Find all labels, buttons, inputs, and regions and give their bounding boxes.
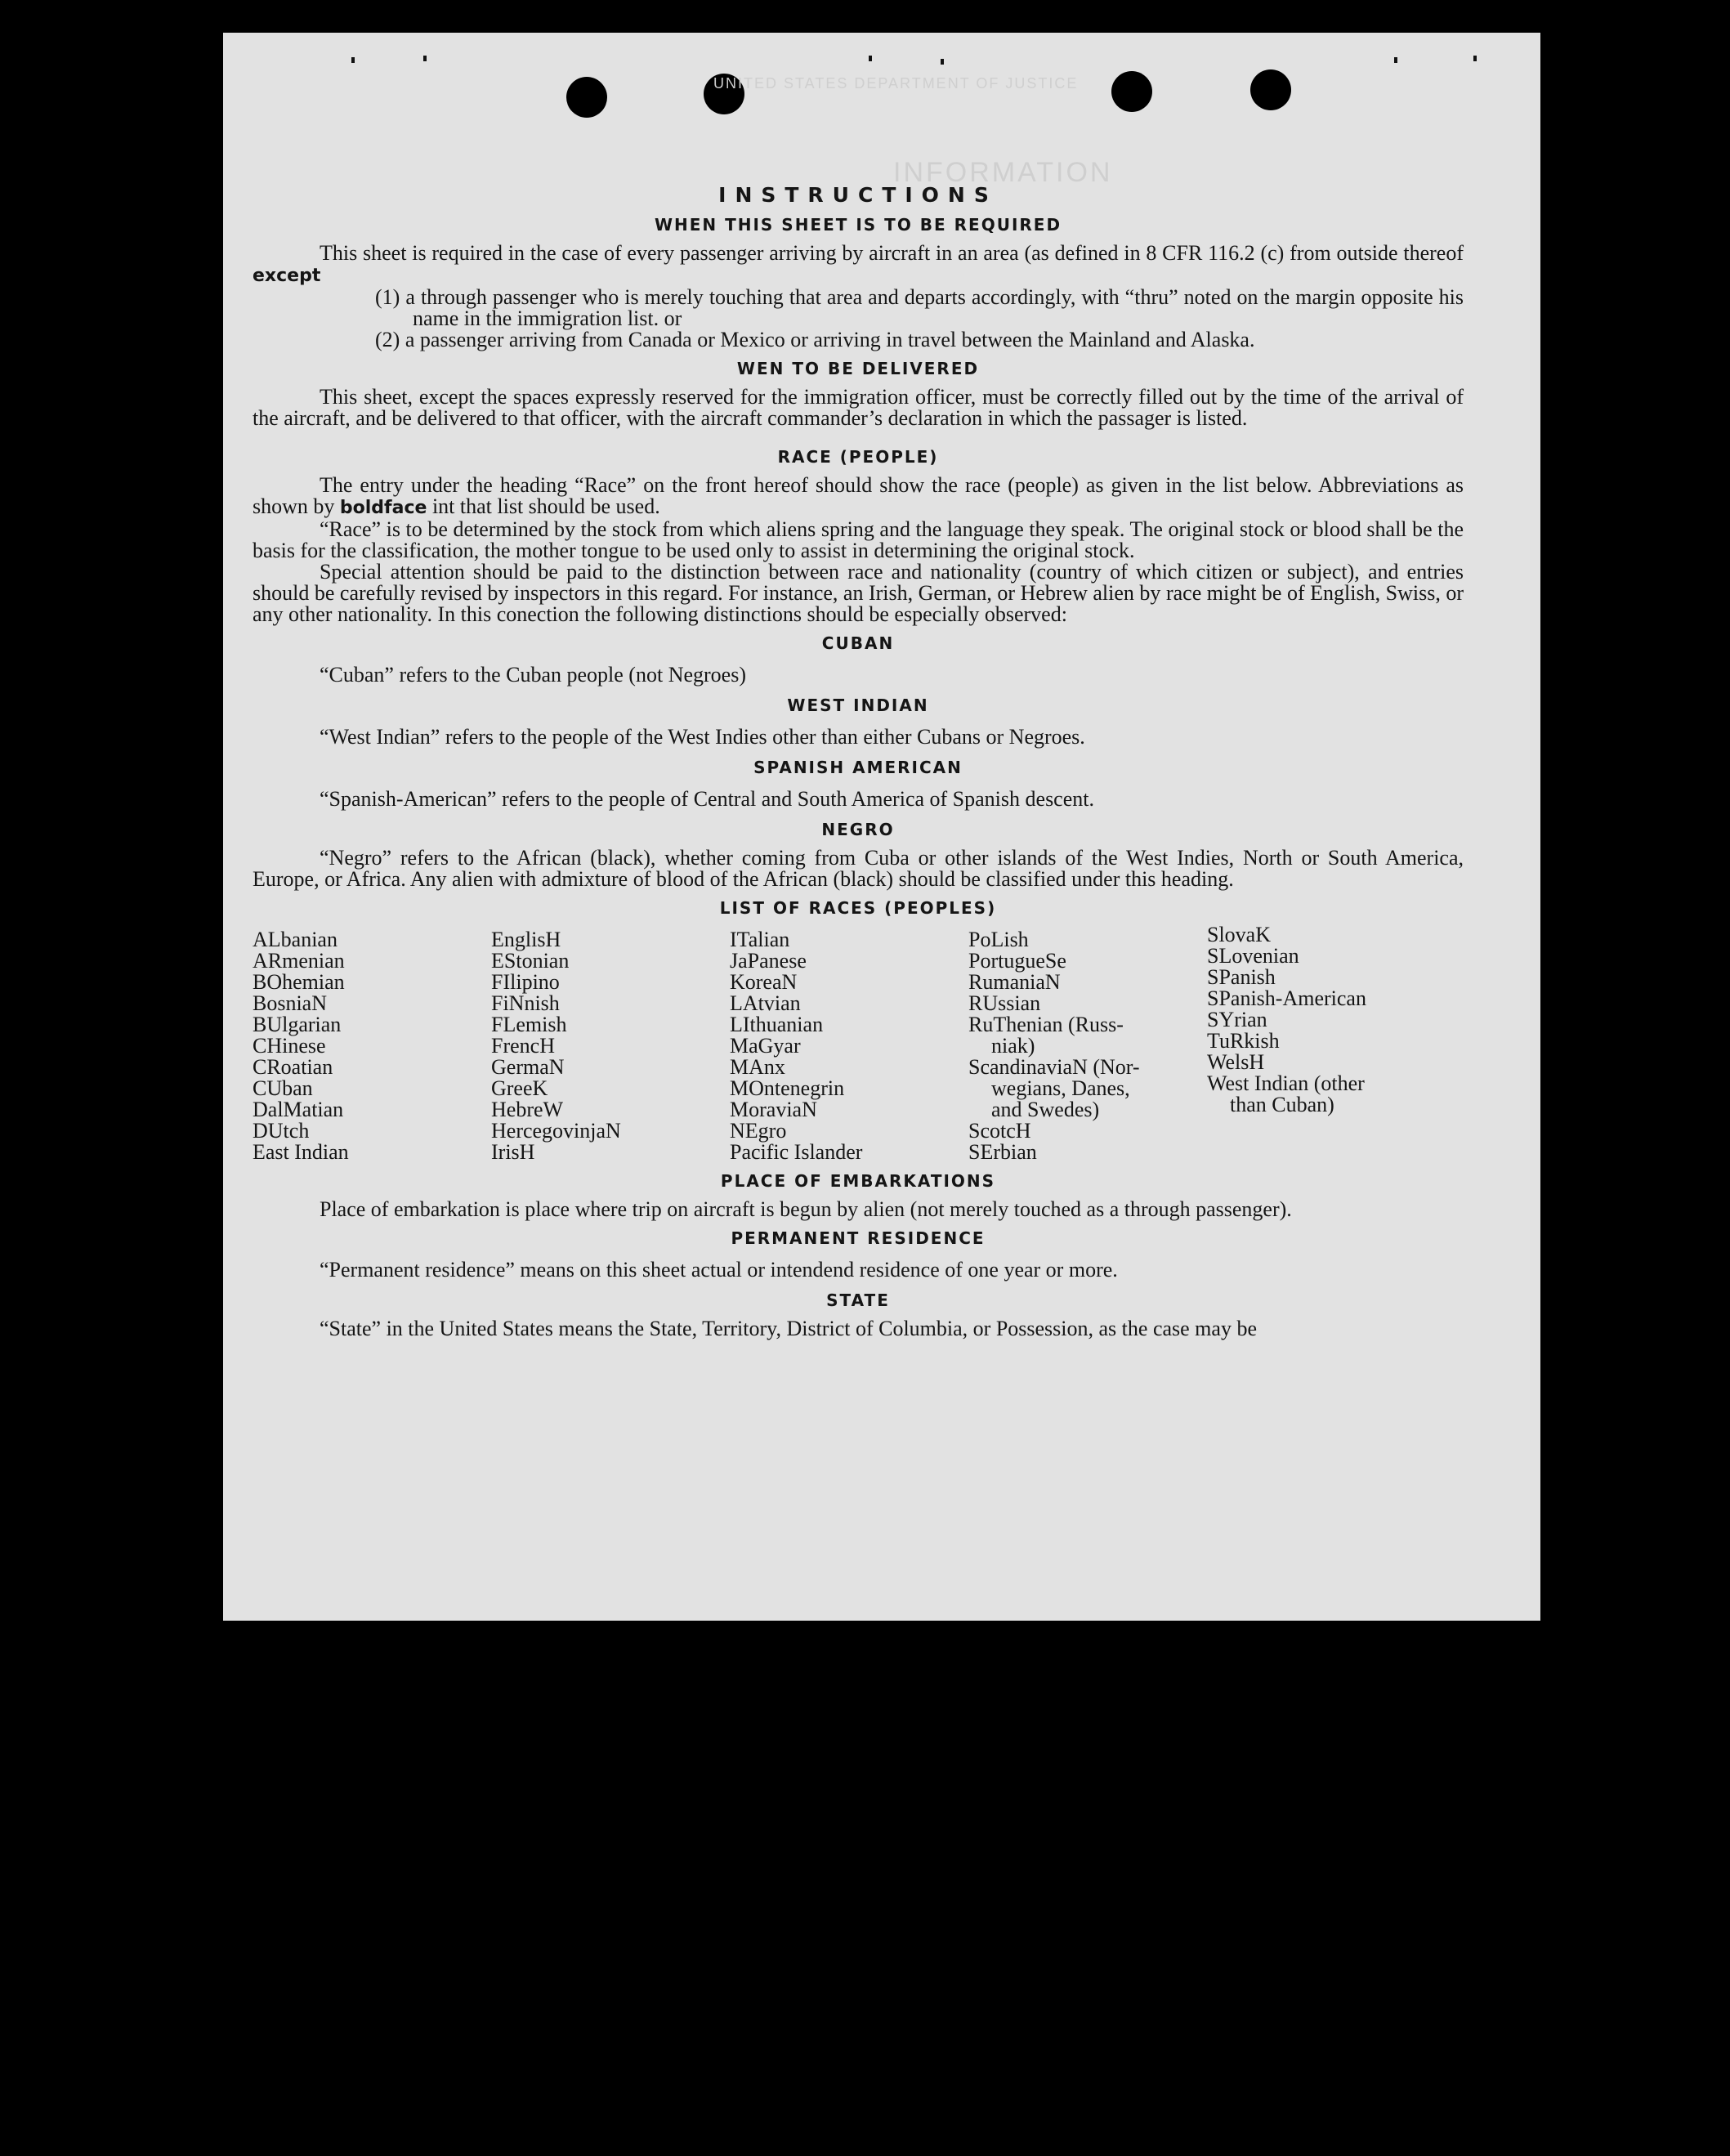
race-item: IrisH — [491, 1140, 535, 1164]
page-title: INSTRUCTIONS — [718, 183, 998, 207]
race-item: ITalian — [730, 928, 790, 951]
race-item: DalMatian — [253, 1098, 344, 1121]
race-item: LIthuanian — [730, 1013, 824, 1036]
race-item-continued: wegians, Danes, — [991, 1076, 1130, 1100]
race-item: NEgro — [730, 1119, 787, 1143]
punch-hole — [566, 77, 607, 118]
bleed-through-title: INFORMATION — [893, 157, 1113, 188]
race-item: ScotcH — [968, 1119, 1031, 1143]
race-item: FiNnish — [491, 991, 560, 1015]
race-paragraph-3: Special attention should be paid to the distinction between race and nationality (country of which citizen or subject), and entries should be carefully revised by inspectors in this regard. For instance, an Irish, German, or Hebrew alien by race might be of English, Swiss, or any other nationality. In this conection the following distinctions should be especially observed: — [253, 560, 1464, 626]
spanish-american-text: “Spanish-American” refers to the people of Central and South America of Spanish descent. — [320, 787, 1094, 811]
race-item: ARmenian — [253, 949, 345, 973]
race-item: TuRkish — [1207, 1029, 1280, 1053]
boldface-bold: boldface — [339, 498, 427, 518]
residence-text: “Permanent residence” means on this sheet actual or intendend residence of one year or more. — [320, 1258, 1118, 1282]
race-item: FLemish — [491, 1013, 567, 1036]
races-column-5 — [1207, 924, 1436, 1163]
race-item: DUtch — [253, 1119, 310, 1143]
race-item: CHinese — [253, 1034, 326, 1058]
section-heading-race: RACE (PEOPLE) — [777, 447, 939, 467]
race-item: SYrian — [1207, 1008, 1267, 1031]
race-item-continued: and Swedes) — [991, 1098, 1100, 1121]
race-item: CRoatian — [253, 1055, 333, 1079]
section-heading-delivered: WEN TO BE DELIVERED — [736, 359, 980, 378]
race-item: MoraviaN — [730, 1098, 817, 1121]
race-item: BUlgarian — [253, 1013, 342, 1036]
race-item: WelsH — [1207, 1050, 1265, 1074]
cuban-text: “Cuban” refers to the Cuban people (not Negroes) — [320, 663, 746, 687]
section-heading-required: WHEN THIS SHEET IS TO BE REQUIRED — [654, 215, 1062, 235]
race-item: West Indian (other — [1207, 1071, 1365, 1095]
race-item: BosniaN — [253, 991, 327, 1015]
race-item: SlovaK — [1207, 923, 1271, 946]
race-item: EStonian — [491, 949, 570, 973]
race-item: RumaniaN — [968, 970, 1061, 994]
section-heading-races-list: LIST OF RACES (PEOPLES) — [719, 898, 997, 918]
dust-mark — [1394, 57, 1397, 63]
state-text: “State” in the United States means the State, Territory, District of Columbia, or Possession, as the case may be — [320, 1317, 1257, 1340]
dust-mark — [941, 59, 944, 65]
embarkation-text: Place of embarkation is place where trip on aircraft is begun by alien (not merely touched as a through passenger). — [320, 1197, 1292, 1221]
dust-mark — [869, 56, 872, 61]
section-heading-embarkation: PLACE OF EMBARKATIONS — [720, 1171, 996, 1191]
required-item-1: (1) a through passenger who is merely touching that area and departs accordingly, with “thru” noted on the margin opposite his name in the immigration list. or — [375, 285, 1464, 330]
document-page — [223, 33, 1540, 1621]
except-bold: except — [253, 266, 321, 286]
dust-mark — [1473, 56, 1477, 61]
race-item: BOhemian — [253, 970, 345, 994]
section-heading-cuban: CUBAN — [821, 633, 895, 653]
section-heading-west-indian: WEST INDIAN — [787, 696, 929, 715]
race-item: SPanish — [1207, 965, 1276, 989]
race-paragraph-1: The entry under the heading “Race” on the front hereof should show the race (people) as given in the list below. Abbreviations as shown by boldface int that list should be used. — [253, 473, 1464, 518]
race-item: MaGyar — [730, 1034, 801, 1058]
race-item: RuThenian (Russ- — [968, 1013, 1124, 1036]
race-item: FrencH — [491, 1034, 555, 1058]
race-item: ScandinaviaN (Nor- — [968, 1055, 1140, 1079]
race-paragraph-2: “Race” is to be determined by the stock from which aliens spring and the language they speak. The original stock or blood shall be the basis for the classification, the mother tongue to be used only to assist in determining the original stock. — [253, 517, 1464, 562]
race-item: ALbanian — [253, 928, 338, 951]
west-indian-text: “West Indian” refers to the people of the West Indies other than either Cubans or Negroes. — [320, 725, 1085, 749]
races-column-2 — [491, 929, 730, 1163]
section-heading-residence: PERMANENT RESIDENCE — [731, 1228, 986, 1248]
race-item: MAnx — [730, 1055, 785, 1079]
race-item: PoLish — [968, 928, 1029, 951]
races-column-1 — [253, 929, 491, 1163]
race-item: RUssian — [968, 991, 1041, 1015]
bleed-through-text: UNITED STATES DEPARTMENT OF JUSTICE — [713, 75, 1079, 92]
race-item-continued: than Cuban) — [1230, 1093, 1334, 1116]
dust-mark — [351, 57, 355, 63]
section-heading-negro: NEGRO — [821, 820, 895, 839]
race-item: KoreaN — [730, 970, 798, 994]
races-column-3 — [730, 929, 968, 1163]
race-item: SErbian — [968, 1140, 1037, 1164]
delivered-text: This sheet, except the spaces expressly reserved for the immigration officer, must be correctly filled out by the time of the arrival of the aircraft, and be delivered to that officer, with the aircraft commander’s declaration in which the passager is listed. — [253, 385, 1464, 430]
race-item: FIlipino — [491, 970, 560, 994]
required-intro: This sheet is required in the case of every passenger arriving by aircraft in an area (as defined in 8 CFR 116.2 (c) from outside thereof except — [253, 241, 1464, 286]
instructions-body — [253, 147, 1464, 1340]
race-item: CUban — [253, 1076, 313, 1100]
race-item: EnglisH — [491, 928, 561, 951]
race-item: HercegovinjaN — [491, 1119, 621, 1143]
races-column-4 — [968, 929, 1207, 1163]
race-item: GreeK — [491, 1076, 548, 1100]
dust-mark — [423, 56, 427, 61]
race-item: JaPanese — [730, 949, 807, 973]
required-item-2: (2) a passenger arriving from Canada or Mexico or arriving in travel between the Mainland and Alaska. — [375, 328, 1255, 351]
negro-text: “Negro” refers to the African (black), whether coming from Cuba or other islands of the West Indies, North or South America, Europe, or Africa. Any alien with admixture of blood of the African (black) should be classified under this heading. — [253, 846, 1464, 891]
race-item: SLovenian — [1207, 944, 1299, 968]
races-list — [253, 923, 1464, 1164]
section-heading-state: STATE — [826, 1290, 890, 1310]
race-item: MOntenegrin — [730, 1076, 845, 1100]
race-item-continued: niak) — [991, 1034, 1035, 1058]
race-item: GermaN — [491, 1055, 565, 1079]
race-item: LAtvian — [730, 991, 801, 1015]
race-item: SPanish-American — [1207, 986, 1366, 1010]
race-item: East Indian — [253, 1140, 349, 1164]
section-heading-spanish-american: SPANISH AMERICAN — [753, 758, 963, 777]
race-item: Pacific Islander — [730, 1140, 863, 1164]
race-item: PortugueSe — [968, 949, 1066, 973]
race-item: HebreW — [491, 1098, 564, 1121]
